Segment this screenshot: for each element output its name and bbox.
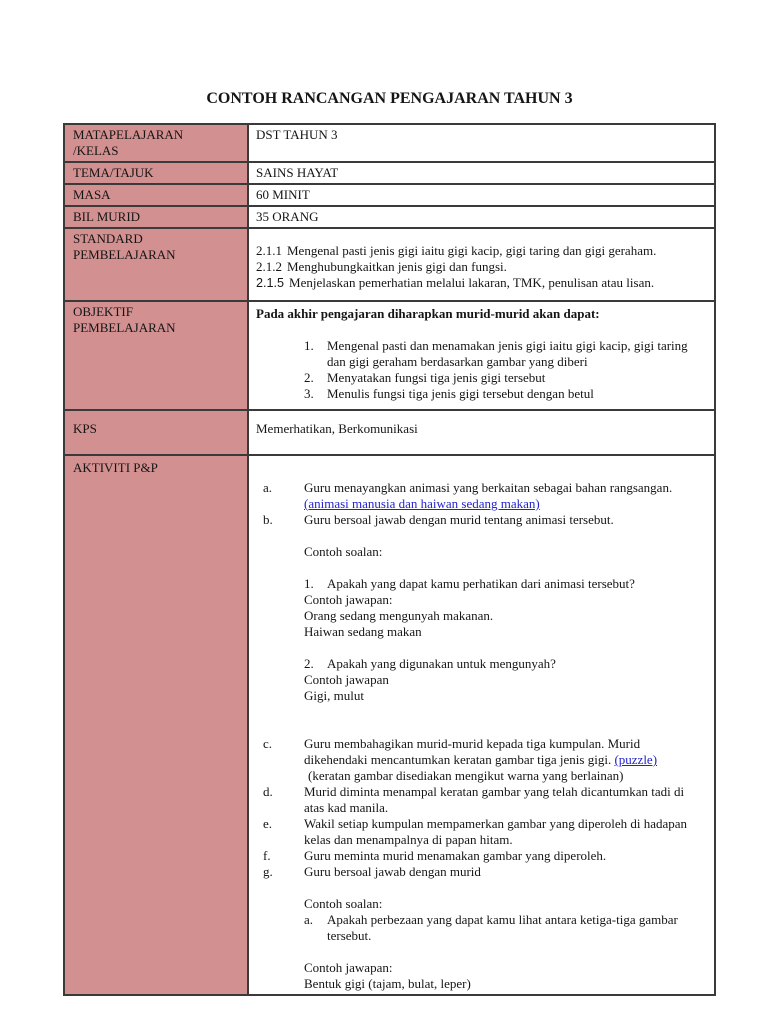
soalan-item-1	[256, 576, 704, 592]
standard-item	[256, 275, 704, 291]
list-text: Guru bersoal jawab dengan murid	[304, 864, 481, 879]
aktiviti-item-b	[256, 512, 704, 528]
jawapan-line: Orang sedang mengunyah makanan.	[304, 608, 494, 623]
label-cell-kps: KPS	[65, 411, 249, 454]
aktiviti-item-c	[256, 736, 704, 784]
lesson-plan-table	[63, 123, 716, 996]
list-marker: 1.	[304, 576, 314, 591]
standard-code: 2.1.1	[256, 243, 282, 258]
list-marker: a.	[263, 480, 273, 495]
objektif-intro: Pada akhir pengajaran diharapkan murid-murid akan dapat:	[256, 306, 600, 321]
list-marker: g.	[263, 864, 273, 879]
list-text: Menyatakan fungsi tiga jenis gigi tersebut	[327, 370, 546, 385]
label-text: PEMBELAJARAN	[73, 320, 176, 335]
list-marker: 3.	[304, 386, 314, 401]
spacer	[256, 704, 704, 736]
jawapan-line: Haiwan sedang makan	[304, 624, 422, 639]
contoh-soalan-heading: Contoh soalan:	[304, 544, 383, 559]
contoh-jawapan-heading: Contoh jawapan	[304, 672, 389, 687]
list-marker: c.	[263, 736, 273, 751]
label-cell-aktiviti: AKTIVITI P&P	[65, 456, 249, 994]
label-text: OBJEKTIF	[73, 304, 133, 319]
table-row-aktiviti	[65, 456, 714, 994]
list-text: Menulis fungsi tiga jenis gigi tersebut dengan betul	[327, 386, 594, 401]
table-row-tema	[65, 163, 714, 185]
list-marker: e.	[263, 816, 273, 831]
list-text: Apakah yang digunakan untuk mengunyah?	[327, 656, 556, 671]
table-row-objektif	[65, 302, 714, 411]
spacer	[256, 528, 704, 544]
label-cell-tema: TEMA/TAJUK	[65, 163, 249, 183]
list-marker: a.	[304, 912, 314, 927]
value-cell-masa: 60 MINIT	[256, 187, 310, 202]
label-text: STANDARD	[73, 231, 143, 246]
contoh-jawapan-heading: Contoh jawapan:	[304, 960, 393, 975]
objektif-item	[256, 386, 704, 402]
list-text	[304, 736, 704, 784]
list-text: Mengenal pasti dan menamakan jenis gigi iaitu gigi kacip, gigi taring dan gigi geraham berdasarkan gambar yang diberi	[327, 338, 688, 369]
list-text: Guru meminta murid menamakan gambar yang diperoleh.	[304, 848, 607, 863]
value-cell-tema: SAINS HAYAT	[256, 165, 339, 180]
list-marker: 2.	[304, 370, 314, 385]
label-cell-masa: MASA	[65, 185, 249, 205]
value-cell-standard	[249, 229, 714, 300]
aktiviti-item-f	[256, 848, 704, 864]
label-cell-standard	[65, 229, 249, 300]
objektif-item	[256, 338, 704, 370]
list-marker: b.	[263, 512, 273, 527]
standard-code: 2.1.2	[256, 259, 282, 274]
spacer	[256, 322, 704, 338]
label-cell-objektif	[65, 302, 249, 409]
jawapan-line: Gigi, mulut	[304, 688, 364, 703]
table-row-masa	[65, 185, 714, 207]
aktiviti-item-g	[256, 864, 704, 880]
value-cell-aktiviti	[249, 456, 714, 994]
label-text: MATAPELAJARAN	[73, 127, 184, 142]
label-cell-matapelajaran	[65, 125, 249, 161]
label-cell-bil-murid: BIL MURID	[65, 207, 249, 227]
list-text: Apakah yang dapat kamu perhatikan dari animasi tersebut?	[327, 576, 635, 591]
list-marker: 2.	[304, 656, 314, 671]
contoh-soalan-heading: Contoh soalan:	[304, 896, 383, 911]
aktiviti-item-d	[256, 784, 704, 816]
standard-text: Menjelaskan pemerhatian melalui lakaran, TMK, penulisan atau lisan.	[289, 275, 655, 290]
item-c-note: (keratan gambar disediakan mengikut warna yang berlainan)	[308, 768, 624, 783]
animation-link[interactable]: (animasi manusia dan haiwan sedang makan)	[304, 496, 540, 511]
standard-item	[256, 243, 704, 259]
table-row-matapelajaran	[65, 125, 714, 163]
page-title: CONTOH RANCANGAN PENGAJARAN TAHUN 3	[206, 90, 573, 107]
label-text: /KELAS	[73, 143, 119, 158]
item-c-text: Guru membahagikan murid-murid kepada tiga kumpulan. Murid dikehendaki mencantumkan keratan gambar tiga jenis gigi.	[304, 736, 641, 767]
label-text: PEMBELAJARAN	[73, 247, 176, 262]
objektif-item	[256, 370, 704, 386]
table-row-standard	[65, 229, 714, 302]
standard-code: 2.1.5	[256, 276, 285, 290]
value-cell-bil-murid: 35 ORANG	[256, 209, 319, 224]
list-text: Apakah perbezaan yang dapat kamu lihat antara ketiga-tiga gambar tersebut.	[327, 912, 678, 943]
spacer	[256, 560, 704, 576]
table-row-kps	[65, 411, 714, 456]
soalan-item-2	[256, 656, 704, 672]
list-marker: f.	[263, 848, 271, 863]
list-marker: d.	[263, 784, 273, 799]
list-text: Murid diminta menampal keratan gambar yang telah dicantumkan tadi di atas kad manila.	[304, 784, 685, 815]
puzzle-link[interactable]: (puzzle)	[614, 752, 658, 767]
list-text	[304, 480, 704, 512]
aktiviti-item-e	[256, 816, 704, 848]
list-text: Guru bersoal jawab dengan murid tentang animasi tersebut.	[304, 512, 614, 527]
list-text: Wakil setiap kumpulan mempamerkan gambar yang diperoleh di hadapan kelas dan menampalnya di papan hitam.	[304, 816, 688, 847]
value-cell-matapelajaran: DST TAHUN 3	[256, 127, 338, 142]
spacer	[256, 880, 704, 896]
table-row-bil-murid	[65, 207, 714, 229]
aktiviti-item-a	[256, 480, 704, 512]
standard-text: Mengenal pasti jenis gigi iaitu gigi kacip, gigi taring dan gigi geraham.	[287, 243, 657, 258]
value-cell-objektif	[249, 302, 714, 409]
standard-text: Menghubungkaitkan jenis gigi dan fungsi.	[287, 259, 507, 274]
contoh-jawapan-heading: Contoh jawapan:	[304, 592, 393, 607]
jawapan-line: Bentuk gigi (tajam, bulat, leper)	[304, 976, 471, 991]
list-marker: 1.	[304, 338, 314, 353]
spacer	[256, 640, 704, 656]
soalan-item-a	[256, 912, 704, 944]
item-a-text: Guru menayangkan animasi yang berkaitan sebagai bahan rangsangan.	[304, 480, 673, 495]
value-cell-kps: Memerhatikan, Berkomunikasi	[256, 421, 418, 436]
spacer	[256, 944, 704, 960]
standard-item	[256, 259, 704, 275]
